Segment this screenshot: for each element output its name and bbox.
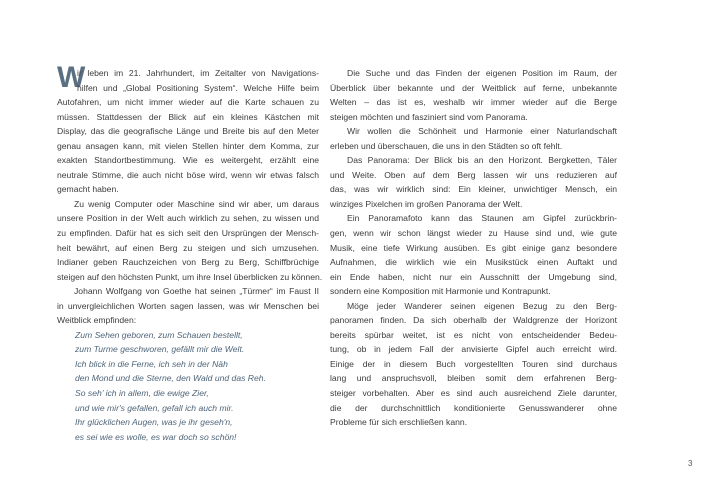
text-line: tung, ob in jedem Fall der anvisierte Gipfel auch erreicht wird. [330,344,617,355]
text-line: Weitblick empfinden: [57,315,137,326]
paragraph [330,124,617,153]
text-line: sondern eine Komposition mit Harmonie und Kontrapunkt. [330,286,551,297]
text-line: ir leben im 21. Jahrhundert, im Zeitalter von Navigations- [77,68,319,78]
text-line: steiger vorbehalten. Aber es sind auch ausreichend Ziele darunter, [330,388,617,399]
text-line: Johann Wolfgang von Goethe hat seinen „Türmer“ im Faust II [74,286,319,297]
text-line: erleben und überschauen, die uns in den Städten so oft fehlt. [330,140,563,151]
text-line: gen, wenn wir schon längst wieder zu Hause sind und, wie gute [330,228,617,239]
text-line: Einige der in diesem Buch vorgestellten Touren sind durchaus [330,358,617,369]
text-line: Display, das die geografische Länge und Breite bis auf den Meter [57,126,319,137]
text-line: die der durchschnittlich konditionierte Genusswanderer ohne [330,402,617,413]
text-line: Die Suche und das Finden der eigenen Position im Raum, der [347,68,617,78]
text-line: Musik, eine tiefe Wirkung ausüben. Es gibt einige ganz besondere [330,242,617,253]
text-line: steigen auf den höchsten Punkt, um ihre Insel überblicken zu können. [57,271,323,282]
right-column [330,66,617,430]
poem-quote [57,328,319,444]
text-line: Zu wenig Computer oder Maschine sind wir aber, um daraus [74,198,319,209]
text-line: Überblick über bekannte und der Weitblick auf ferne, unbekannte [330,82,617,93]
text-line: Autofahren, um nicht immer wieder auf die Karte schauen zu [57,97,319,108]
paragraph [57,284,319,328]
poem-line: Ihr glücklichen Augen, was je ihr geseh'n, [75,417,233,428]
text-line: müssen. Stattdessen der Blick auf ein kleines Kästchen mit [57,111,319,122]
page-number: 3 [688,459,693,468]
text-line: und Weite. Oben auf dem Berg lassen wir uns reduzieren auf [330,169,617,180]
text-line: winziges Pixelchen im großen Panorama der Welt. [330,198,523,209]
poem-line: zum Turme geschworen, gefällt mir die Welt. [75,344,245,355]
text-line: ein Ende haben, nicht nur ein Ausschnitt der Umgebung sind, [330,271,617,282]
text-line: neutrale Stimme, die auch nicht böse wird, wenn wir etwas falsch [57,169,319,180]
text-line: panoramen finden. Da sich oberhalb der Waldgrenze der Horizont [330,315,617,326]
paragraph [57,61,319,197]
text-line: genau ansagen kann, mit vielen Stellen hinter dem Komma, zur [57,140,319,151]
paragraph [57,197,323,284]
text-line: in unvergleichlichen Worten sagen lassen, was wir Menschen bei [57,300,319,311]
text-line: Indianer geben Rauchzeichen von Berg zu Berg, Schiffbrüchige [57,257,319,268]
text-line: Möge jeder Wanderer seinen eigenen Bezug zu den Berg- [347,300,617,311]
poem-line: So seh’ ich in allem, die ewige Zier, [75,388,209,399]
poem-line: und wie mir's gefallen, gefall ich auch mir. [75,402,234,413]
text-line: exakten Standortbestimmung. Wie es weitergeht, erzählt eine [57,155,319,166]
paragraph [330,211,617,298]
text-line: Probleme für sich erschließen kann. [330,417,468,428]
left-column [57,61,323,444]
text-line: lang und anspruchsvoll, bleiben somit dem erfahrenen Berg- [330,373,617,384]
paragraph [330,153,617,211]
text-line: bereits spürbar weitet, ist es nicht von entscheidender Bedeu- [330,329,617,340]
poem-line: Zum Sehen geboren, zum Schauen bestellt, [75,329,243,340]
poem-line: es sei wie es wolle, es war doch so schön! [75,431,237,442]
paragraph [330,66,617,124]
text-line: zu empfinden. Dafür hat es sich seit den Ursprüngen der Mensch- [57,228,319,239]
text-line: unsere Position in der Welt auch wirklich zu sehen, zu wissen und [57,213,319,224]
poem-line: Ich blick in die Ferne, ich seh in der Näh [75,358,228,369]
text-line: das, was wir wirklich sind: Ein kleiner, unwichtiger Mensch, ein [330,184,617,195]
text-line: Das Panorama: Der Blick bis an den Horizont. Bergketten, Täler [347,155,617,166]
text-line: Welten – das ist es, weshalb wir immer wieder auf die Berge [330,97,617,108]
text-line: heit bewährt, auf einen Berg zu steigen und sich umzusehen. [57,242,319,253]
text-line: hilfen und „Global Positioning System“. Welche Hilfe beim [77,82,319,93]
text-line: steigen möchten und fasziniert sind vom Panorama. [330,111,528,122]
drop-cap: W [57,61,86,94]
text-line: gemacht haben. [57,184,119,195]
poem-line: den Mond und die Sterne, den Wald und das Reh. [75,373,266,384]
text-line: Aufnahmen, die wirklich wie ein Musikstück einen Auftakt und [330,257,617,268]
paragraph [330,299,617,430]
text-line: Ein Panoramafoto kann das Staunen am Gipfel zurückbrin- [347,213,617,224]
text-line: Wir wollen die Schönheit und Harmonie einer Naturlandschaft [347,126,617,137]
